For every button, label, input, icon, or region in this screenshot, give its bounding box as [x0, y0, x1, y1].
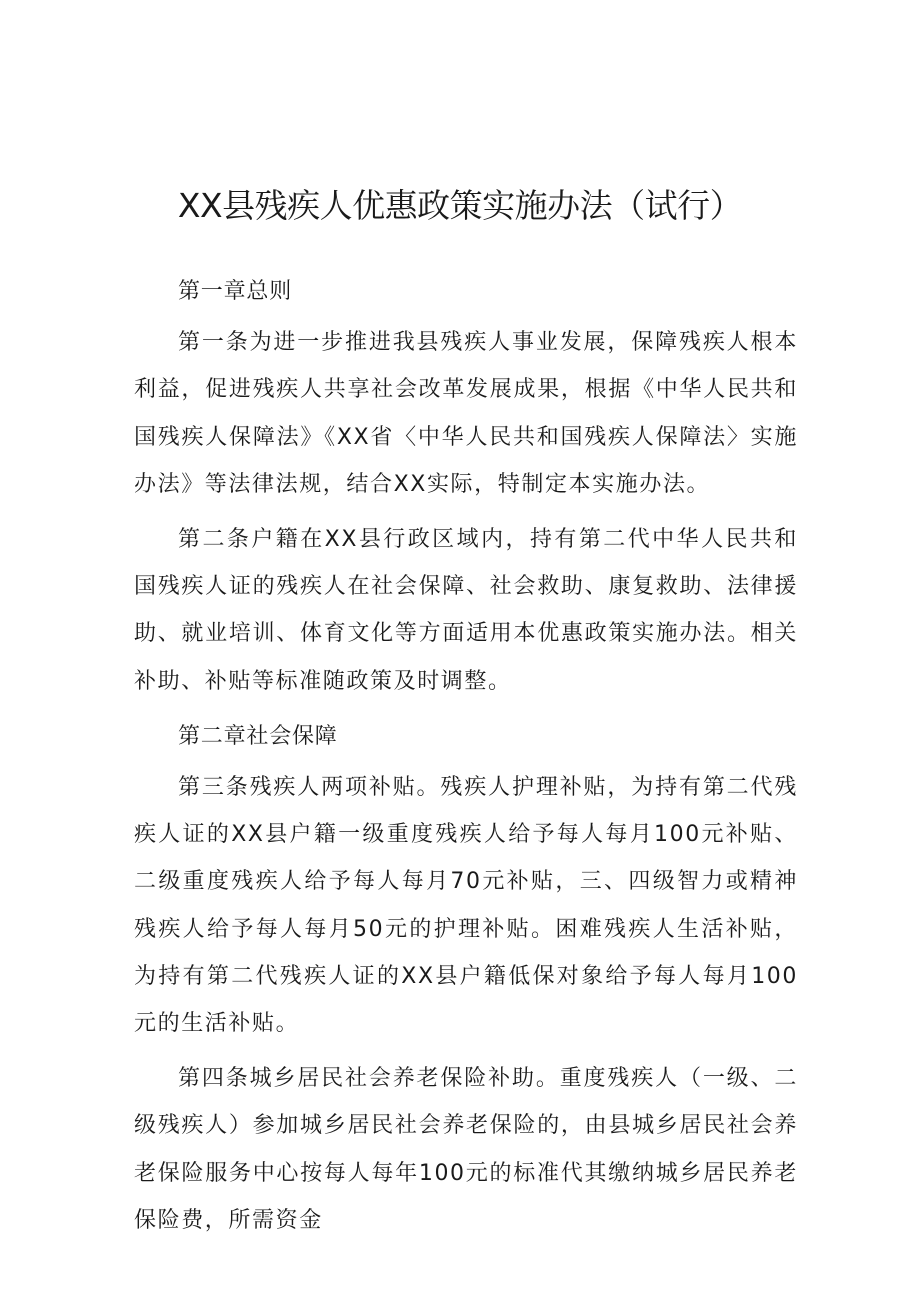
- article-3-paragraph: 第三条残疾人两项补贴。残疾人护理补贴，为持有第二代残疾人证的XX县户籍一级重度残疾人给予每人每月100元补贴、二级重度残疾人给予每人每月70元补贴，三、四级智力或精神残疾人给予每人每月50元的护理补贴。困难残疾人生活补贴，为持有第二代残疾人证的XX县户籍低保对象给予每人每月100元的生活补贴。: [134, 775, 798, 1037]
- article-2-paragraph: 第二条户籍在XX县行政区域内，持有第二代中华人民共和国残疾人证的残疾人在社会保障、社会救助、康复救助、法律援助、就业培训、体育文化等方面适用本优惠政策实施办法。相关补助、补贴等标准随政策及时调整。: [134, 527, 798, 694]
- article-1-paragraph: 第一条为进一步推进我县残疾人事业发展，保障残疾人根本利益，促进残疾人共享社会改革发展成果，根据《中华人民共和国残疾人保障法》《XX省〈中华人民共和国残疾人保障法〉实施办法》等法律法规，结合XX实际，特制定本实施办法。: [134, 330, 798, 497]
- document-body: [134, 268, 798, 1244]
- chapter-heading-1: 第一章总则: [178, 279, 293, 304]
- document-title: XX县残疾人优惠政策实施办法（试行）: [177, 186, 743, 225]
- chapter-heading-2: 第二章社会保障: [178, 723, 338, 749]
- article-4-paragraph: 第四条城乡居民社会养老保险补助。重度残疾人（一级、二级残疾人）参加城乡居民社会养老保险的，由县城乡居民社会养老保险服务中心按每人每年100元的标准代其缴纳城乡居民养老保险费，所需资金: [134, 1066, 798, 1233]
